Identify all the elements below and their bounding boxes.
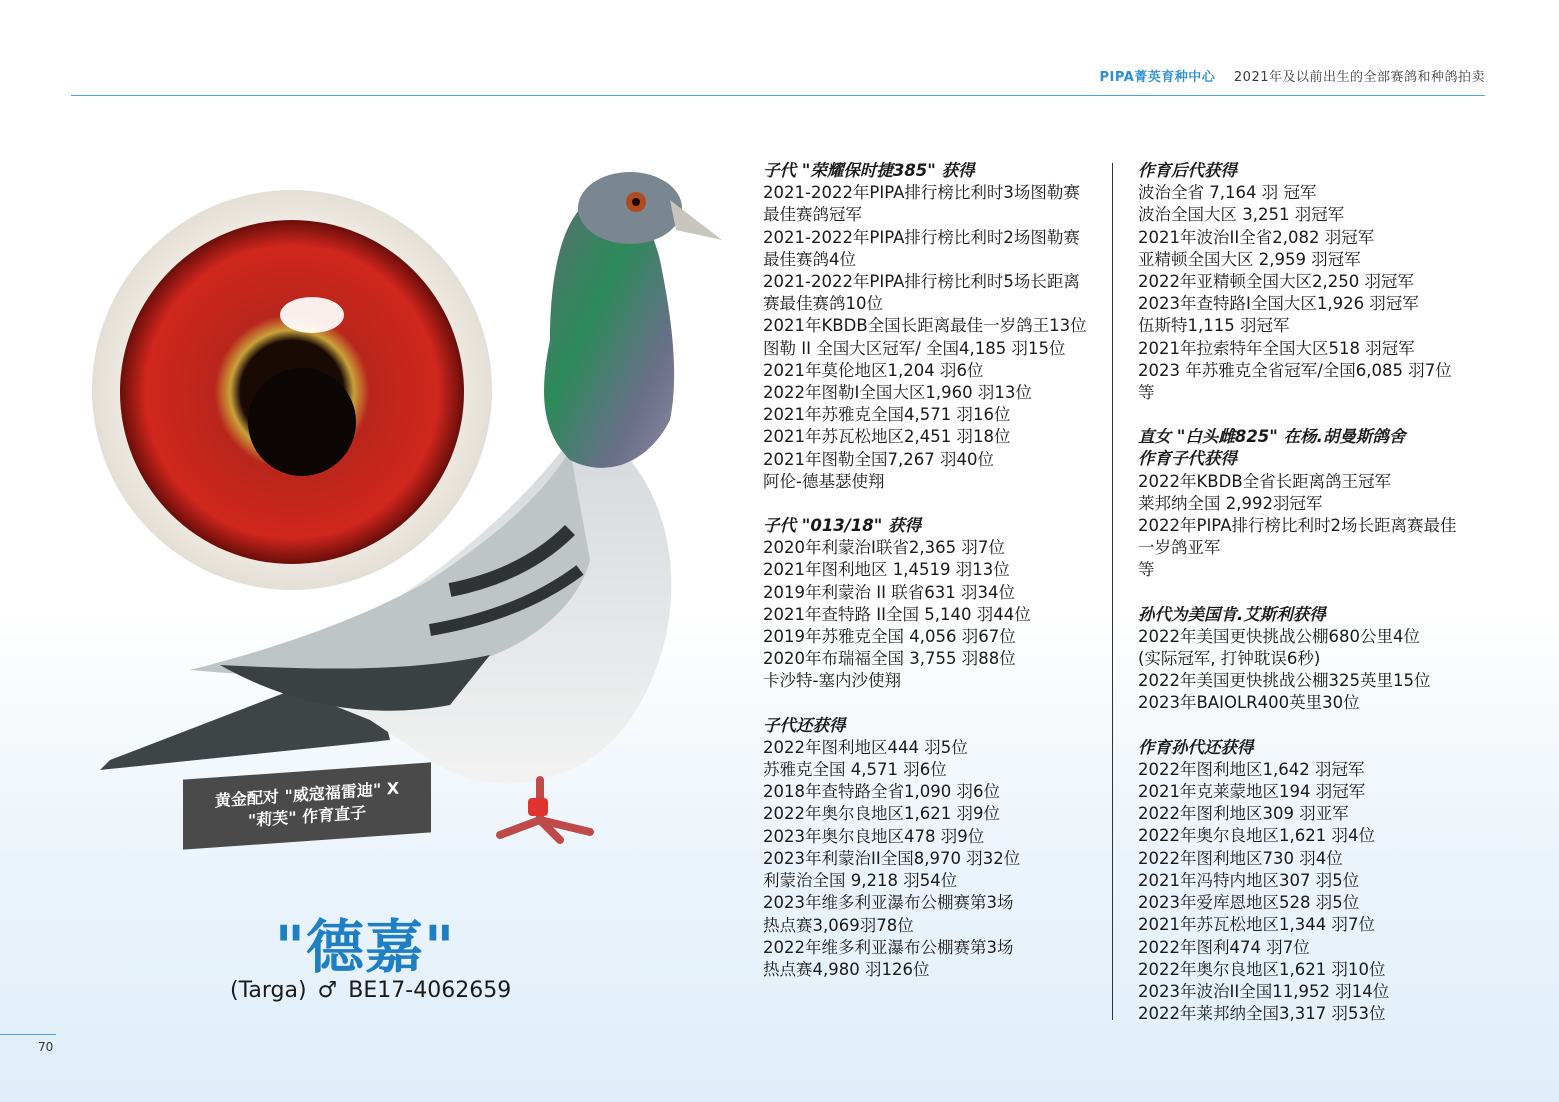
result-line: 最佳赛鸽4位	[763, 249, 856, 269]
results-section	[763, 160, 1103, 493]
result-line: 等	[1138, 383, 1155, 403]
result-line: 2021年查特路 II全国 5,140 羽44位	[763, 604, 1031, 624]
result-line: 2021年苏瓦松地区1,344 羽7位	[1138, 915, 1375, 935]
ring-number: BE17-4062659	[348, 978, 512, 1003]
result-line: 一岁鸽亚军	[1138, 538, 1221, 558]
result-line: 2023年波治II全国11,952 羽14位	[1138, 981, 1390, 1001]
result-line: 2021-2022年PIPA排行榜比利时3场图勒赛	[763, 183, 1080, 203]
result-line: 2021年图勒全国7,267 羽40位	[763, 449, 994, 469]
ring-prefix: (Targa)	[230, 978, 307, 1003]
results-column-right	[1138, 160, 1483, 1047]
result-line: 2022年奥尔良地区1,621 羽4位	[1138, 826, 1375, 846]
section-subtitle: 作育子代获得	[1138, 449, 1237, 469]
results-section	[763, 515, 1103, 693]
result-line: 2022年图利地区730 羽4位	[1138, 848, 1343, 868]
section-title: 直女 "白头雌825" 在杨.胡曼斯鸽舍	[1138, 427, 1406, 447]
result-line: 2018年查特路全省1,090 羽6位	[763, 782, 1000, 802]
pigeon-name: "德嘉"	[274, 913, 456, 981]
result-line: 赛最佳赛鸽10位	[763, 294, 883, 314]
column-divider	[1112, 163, 1113, 1020]
result-line: 2021年拉索特年全国大区518 羽冠军	[1138, 338, 1415, 358]
footer-divider	[0, 1034, 56, 1035]
pairing-line-2: "莉芙" 作育直子	[247, 802, 367, 831]
result-line: 2022年维多利亚瀑布公棚赛第3场	[763, 937, 1014, 957]
result-line: 图勒 II 全国大区冠军/ 全国4,185 羽15位	[763, 338, 1066, 358]
pairing-line-1: 黄金配对 "威寇福雷迪" X	[214, 778, 400, 811]
header-divider	[71, 95, 1485, 96]
result-line: 最佳赛鸽冠军	[763, 205, 862, 225]
result-line: 2022年图利地区444 羽5位	[763, 737, 968, 757]
result-line: (实际冠军, 打钟耽误6秒)	[1138, 649, 1321, 669]
section-title: 子代 "013/18" 获得	[763, 516, 922, 536]
result-line: 2021年冯特内地区307 羽5位	[1138, 870, 1360, 890]
result-line: 2023 年苏雅克全省冠军/全国6,085 羽7位	[1138, 360, 1452, 380]
section-title: 子代 "荣耀保时捷385" 获得	[763, 161, 975, 180]
result-line: 2023年爱库恩地区528 羽5位	[1138, 893, 1360, 913]
result-line: 等	[1138, 560, 1155, 580]
result-line: 阿伦-德基瑟使翔	[763, 471, 885, 491]
result-line: 2023年BAIOLR400英里30位	[1138, 693, 1360, 713]
results-section	[1138, 160, 1483, 404]
result-line: 2021年苏雅克全国4,571 羽16位	[763, 405, 1011, 425]
section-title: 作育后代获得	[1138, 161, 1237, 180]
result-line: 2023年利蒙治II全国8,970 羽32位	[763, 848, 1021, 868]
brand-name: PIPA菁英育种中心	[1099, 70, 1216, 85]
section-title: 孙代为美国肯.艾斯利获得	[1138, 604, 1326, 624]
results-section	[1138, 737, 1483, 1026]
result-line: 莱邦纳全国 2,992羽冠军	[1138, 493, 1323, 513]
result-line: 2022年KBDB全省长距离鸽王冠军	[1138, 471, 1392, 491]
result-line: 2021年苏瓦松地区2,451 羽18位	[763, 427, 1011, 447]
result-line: 2022年奥尔良地区1,621 羽9位	[763, 804, 1000, 824]
result-line: 2023年维多利亚瀑布公棚赛第3场	[763, 893, 1014, 913]
result-line: 2019年苏雅克全国 4,056 羽67位	[763, 627, 1016, 647]
results-section	[763, 715, 1103, 981]
result-line: 2022年图利474 羽7位	[1138, 937, 1310, 957]
results-section	[1138, 426, 1483, 581]
result-line: 苏雅克全国 4,571 羽6位	[763, 760, 947, 780]
result-line: 2020年布瑞福全国 3,755 羽88位	[763, 649, 1016, 669]
result-line: 2022年图勒I全国大区1,960 羽13位	[763, 383, 1032, 403]
page-header	[1100, 66, 1486, 85]
result-line: 2022年奥尔良地区1,621 羽10位	[1138, 959, 1386, 979]
result-line: 2022年PIPA排行榜比利时2场长距离赛最佳	[1138, 516, 1457, 536]
result-line: 2021年莫伦地区1,204 羽6位	[763, 360, 984, 380]
result-line: 2022年图利地区309 羽亚军	[1138, 804, 1349, 824]
results-column-left	[763, 160, 1103, 1003]
result-line: 2023年查特路I全国大区1,926 羽冠军	[1138, 294, 1419, 314]
result-line: 2022年莱邦纳全国3,317 羽53位	[1138, 1004, 1386, 1024]
pigeon-photo	[70, 160, 740, 860]
result-line: 2020年利蒙治I联省2,365 羽7位	[763, 538, 1005, 558]
header-subtitle: 2021年及以前出生的全部赛鸽和种鸽拍卖	[1233, 70, 1485, 85]
page-number: 70	[38, 1040, 54, 1054]
ring-number-line	[230, 978, 512, 1003]
result-line: 2022年美国更快挑战公棚680公里4位	[1138, 626, 1420, 646]
result-line: 热点赛4,980 羽126位	[763, 959, 930, 979]
result-line: 热点赛3,069羽78位	[763, 915, 914, 935]
result-line: 2021年图利地区 1,4519 羽13位	[763, 560, 1010, 580]
result-line: 波治全省 7,164 羽 冠军	[1138, 183, 1317, 203]
section-title: 子代还获得	[763, 715, 846, 735]
result-line: 2021-2022年PIPA排行榜比利时2场图勒赛	[763, 227, 1080, 247]
result-line: 2022年亚精顿全国大区2,250 羽冠军	[1138, 272, 1414, 292]
results-section	[1138, 604, 1483, 715]
result-line: 2021-2022年PIPA排行榜比利时5场长距离	[763, 272, 1080, 292]
eye-closeup	[92, 190, 492, 590]
result-line: 2019年利蒙治 II 联省631 羽34位	[763, 582, 1015, 602]
result-line: 2021年KBDB全国长距离最佳一岁鸽王13位	[763, 316, 1087, 336]
result-line: 波治全国大区 3,251 羽冠军	[1138, 205, 1345, 225]
result-line: 亚精顿全国大区 2,959 羽冠军	[1138, 249, 1361, 269]
result-line: 2023年奥尔良地区478 羽9位	[763, 826, 985, 846]
result-line: 卡沙特-塞内沙使翔	[763, 671, 901, 691]
result-line: 2021年波治II全省2,082 羽冠军	[1138, 227, 1375, 247]
result-line: 2022年图利地区1,642 羽冠军	[1138, 759, 1365, 779]
male-symbol-icon: ♂	[317, 978, 338, 1003]
result-line: 伍斯特1,115 羽冠军	[1138, 316, 1290, 336]
result-line: 利蒙治全国 9,218 羽54位	[763, 871, 958, 891]
result-line: 2021年克莱蒙地区194 羽冠军	[1138, 782, 1366, 802]
result-line: 2022年美国更快挑战公棚325英里15位	[1138, 671, 1431, 691]
section-title: 作育孙代还获得	[1138, 737, 1254, 757]
